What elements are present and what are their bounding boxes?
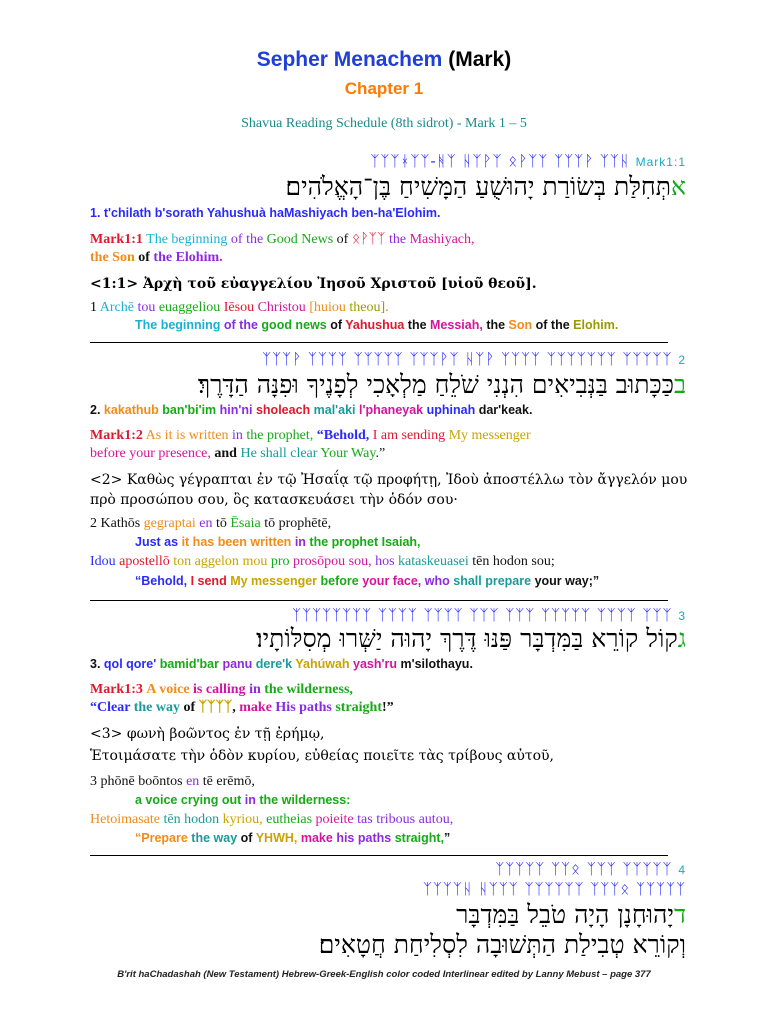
greek-text: <2> Καθὼς γέγραπται ἐν τῷ Ἠσαΐᾳ τῷ προφήτῃ, Ἰδοὺ ἀποστέλλω τὸν ἄγγελόν μου [90, 472, 688, 488]
hebrew-text: תְּחִלַּת בְּשׂוֹרַת יָהוּשֻׁעַ הַמָּשִׁיחַ בֶּן־הָאֱלֹהִים׃ [285, 172, 671, 201]
w: sou, [348, 554, 372, 569]
w: euaggeliou [158, 300, 221, 315]
w: of [138, 250, 150, 265]
verse-num: 3 [678, 609, 686, 623]
verse1-hebrew [286, 172, 687, 202]
w: kakathub [103, 403, 159, 417]
verse-letter: ב [673, 370, 686, 399]
greek-ref: <1:1> [90, 276, 139, 292]
w: As it is written [145, 428, 229, 443]
w: in [244, 793, 256, 807]
verse3-paleo-hebrew [292, 606, 686, 624]
w: Elohim. [573, 318, 619, 332]
w: your face, [362, 574, 422, 588]
verse1-transliteration [90, 206, 440, 220]
w: 3. [90, 657, 101, 671]
w: mou [242, 554, 268, 569]
hebrew-text: קוֹל קוֹרֵא בַּמִּדְבָּר פַּנּוּ דֶּרֶךְ יָהוּה יַשְּׁרוּ מְסִלּוֹתָיו׃ [256, 624, 678, 653]
hebrew-text: וְקוֹרֵא טְבִילַת הַתְּשׁוּבָה לִסְלִיחַת חֲטָאִים׃ [318, 930, 686, 959]
w: kyriou, [222, 812, 263, 827]
w: His [275, 700, 296, 715]
w: the Son [90, 250, 135, 265]
w: sou; [531, 554, 555, 569]
w: tēn [472, 554, 490, 569]
paleo-name: ᛉᛉᛉᛉ [198, 700, 233, 715]
w: Idou [90, 554, 116, 569]
w: ban'bi'im [162, 403, 217, 417]
paleo-text: ᛉᛉᛉᛉᛉᛉᛉᛉ ᛉᛉᛉᛉ ᛉᛉᛉᛉ ᛉᛉᛉ ᛉᛉᛉ ᛉᛉᛉᛉᛉ ᛉᛉᛉᛉ ᛉᛉᛉ [292, 606, 673, 624]
greek-text: Ἀρχὴ τοῦ εὐαγγελίου Ἰησοῦ Χριστοῦ [υἱοῦ θεοῦ]. [143, 276, 537, 292]
w: kataskeuasei [398, 554, 469, 569]
book-title [0, 48, 768, 72]
hebrew-text: יָהוּחָנָן הָיָה טֹבֵל בַּמִּדְבָּר [456, 900, 674, 929]
w: the [407, 318, 427, 332]
greek-text: Ἑτοιμάσατε τὴν ὁδὸν κυρίου, εὐθείας ποιεῖτε τὰς τρίβους αὐτοῦ, [90, 748, 554, 764]
w: YHWH, [255, 831, 298, 845]
verse2-greek-line2 [90, 492, 458, 508]
w: before [320, 574, 359, 588]
w: ton [173, 554, 192, 569]
w: panu [222, 657, 253, 671]
verse1-greek [90, 276, 537, 292]
verse-num: 2 [678, 353, 686, 367]
w: My messenger [230, 574, 318, 588]
verse3-english [90, 682, 353, 698]
book-title-main: Sepher Menachem [256, 48, 443, 71]
verse4-hebrew [456, 900, 686, 930]
w: paths [357, 831, 392, 845]
w: before your presence, [90, 446, 211, 461]
verse3-transliteration [90, 657, 473, 671]
paleo-name: ᛟᚹᛉᛉ [351, 232, 386, 247]
w: Yahushua [345, 318, 405, 332]
divider [90, 600, 668, 601]
verse1-english [90, 232, 475, 248]
verse3-greek [90, 726, 324, 742]
ref: Mark1:2 [90, 428, 143, 443]
w: l'phaneyak [359, 403, 424, 417]
w: en [199, 516, 213, 531]
verse3-greek-literal [135, 793, 350, 807]
w: pro [270, 554, 290, 569]
w: prosōpou [293, 554, 346, 569]
verse2-english-line2 [90, 446, 385, 462]
divider [90, 855, 668, 856]
w: I am sending [372, 428, 446, 443]
w: shall prepare [453, 574, 532, 588]
w: sholeach [255, 403, 311, 417]
w: aggelon [194, 554, 239, 569]
hebrew-text: כַּכָּתוּב בַּנְּבִיאִים הִנְנִי שֹׁלֵחַ מַלְאָכִי לְפָנֶיךָ וּפִנָּה הַדָּרֶךְ׃ [197, 370, 674, 399]
w: The beginning [135, 318, 221, 332]
verse2-hebrew [198, 370, 686, 400]
w: and [214, 446, 237, 461]
w: Son [508, 318, 533, 332]
verse3-english-line2 [90, 700, 394, 716]
w: the [388, 232, 407, 247]
w: in [249, 682, 261, 697]
w: hin'ni [219, 403, 253, 417]
w: a voice [135, 793, 178, 807]
w: 2 [90, 516, 97, 531]
w: dere'k [255, 657, 293, 671]
verse-ref: Mark1:1 [635, 155, 686, 169]
w: is calling [193, 682, 246, 697]
divider [90, 342, 668, 343]
w: tō [215, 516, 227, 531]
w: m'silothayu. [400, 657, 473, 671]
w: “Clear [90, 700, 131, 715]
reading-schedule: Shavua Reading Schedule (8th sidrot) - Mark 1 – 5 [241, 116, 527, 131]
w: qore' [126, 657, 157, 671]
w: tō [264, 516, 276, 531]
verse2-english [90, 428, 531, 444]
w: theou]. [349, 300, 389, 315]
verse3-greek-translit [90, 774, 255, 790]
w: it has been written [181, 535, 292, 549]
w: Just as [135, 535, 179, 549]
verse3-hebrew [256, 624, 686, 654]
w: Yahúwah [295, 657, 350, 671]
w: the prophet Isaiah, [309, 535, 421, 549]
w: en [186, 774, 200, 789]
w: .” [375, 446, 386, 461]
w: crying out [180, 793, 242, 807]
verse4-paleo-hebrew [495, 860, 686, 878]
paleo-text: ᛉᛉᛉᚼᛉᛉ-ᚻᛉ ᚺᛉᚹᛉ ᛟᚹᛉᛉ ᛉᛉᛉᚹ ᛉᛉᚺ [370, 152, 630, 170]
w: A voice [146, 682, 190, 697]
w: He shall clear [240, 446, 318, 461]
verse-num: 4 [678, 863, 686, 877]
w: the Elohim. [153, 250, 223, 265]
w: “Behold, [316, 428, 370, 443]
w: autou, [418, 812, 454, 827]
w: the [486, 318, 506, 332]
page-footer: B'rit haChadashah (New Testament) Hebrew-Greek-English color coded Interlinear edited by Lanny Mebust – page 377 [117, 969, 651, 980]
w: make [239, 700, 272, 715]
w: hodon [492, 554, 528, 569]
translit-text: 1. t'chilath b'sorath Yahushuà haMashiyach ben-ha'Elohim. [90, 206, 441, 220]
book-title-paren: (Mark) [448, 48, 512, 71]
w: of [240, 831, 253, 845]
verse1-paleo-hebrew [370, 152, 686, 170]
w: of [330, 318, 342, 332]
w: “Prepare [135, 831, 188, 845]
w: of [183, 700, 196, 715]
w: uphinah [426, 403, 476, 417]
w: apostellō [119, 554, 170, 569]
verse2-greek-literal-line2 [135, 574, 599, 588]
w: paths [299, 700, 332, 715]
w: make [300, 831, 333, 845]
w: , [232, 700, 236, 715]
w: the wilderness, [264, 682, 353, 697]
w: boōntos [138, 774, 183, 789]
w: Ēsaia [230, 516, 261, 531]
verse-letter: ד [673, 900, 686, 929]
verse2-transliteration [90, 403, 532, 417]
verse3-greek-translit-line2 [90, 812, 453, 828]
num: 1 [90, 300, 97, 315]
w: your way;” [534, 574, 600, 588]
w: Hetoimasate [90, 812, 160, 827]
w: tribous [376, 812, 416, 827]
verse1-greek-literal [135, 318, 618, 332]
w: of the [230, 232, 264, 247]
w: in [294, 535, 306, 549]
w: the way [133, 700, 180, 715]
w: 3 [90, 774, 97, 789]
w: hos [375, 554, 395, 569]
verse1-english-line2 [90, 250, 223, 266]
verse-letter: ג [677, 624, 686, 653]
w: phōnē [100, 774, 135, 789]
w: tēn [163, 812, 181, 827]
paleo-text: ᛉᛉᛉᚹ ᛉᛉᛉᛉ ᛉᛉᛉᛉᛉ ᛉᛉᛉᚹᛉ ᚺᛉᚹ ᛉᛉᛉᛉ ᛉᛉᛉᛉᛉᛉᛉ ᛉᛉᛉᛉᛉ [262, 350, 673, 368]
w: dar'keak. [478, 403, 533, 417]
chapter-heading: Chapter 1 [344, 79, 424, 98]
w: yash'ru [353, 657, 397, 671]
verse2-paleo-hebrew [262, 350, 686, 368]
w: Mashiyach, [409, 232, 475, 247]
w: tou [137, 300, 156, 315]
w: of the [223, 318, 258, 332]
w: who [424, 574, 450, 588]
paleo-text: ᛉᛉᛉᛉᚺ ᚺᛉᛉᛉ ᛉᛉᛉᛉᛉᛉ ᛉᛉᛉᛟ ᛉᛉᛉᛉᛉ [422, 880, 686, 898]
w: tas [357, 812, 373, 827]
w: mal'aki [313, 403, 356, 417]
w: qol [103, 657, 123, 671]
w: tē [202, 774, 213, 789]
w: “Behold, [135, 574, 188, 588]
verse3-greek-line2 [90, 748, 554, 764]
w: his [336, 831, 355, 845]
greek-text: πρὸ προσώπου σου, ὃς κατασκευάσει τὴν ὁδόν σου· [90, 492, 458, 508]
w: eutheias [266, 812, 313, 827]
w: of [336, 232, 349, 247]
verse4-hebrew-line2 [319, 930, 686, 960]
w: Iēsou [223, 300, 255, 315]
w: hodon [184, 812, 220, 827]
paleo-text: ᛉᛉᛉᛉᛉ ᛉᛉᛟ ᛉᛉᛉ ᛉᛉᛉᛉᛉ [495, 860, 673, 878]
verse2-greek-literal [135, 535, 421, 549]
w: Christou [257, 300, 306, 315]
w: The beginning [146, 232, 228, 247]
w: !” [382, 700, 394, 715]
w: Messiah, [430, 318, 483, 332]
w: the wilderness: [259, 793, 351, 807]
greek-text: <3> φωνὴ βοῶντος ἐν τῇ ἐρήμῳ, [90, 726, 325, 742]
w: Your Way [320, 446, 376, 461]
verse-letter: א [670, 172, 686, 201]
verse2-greek [90, 472, 687, 488]
w: the prophet, [246, 428, 314, 443]
verse2-greek-translit [90, 516, 331, 532]
w: [huiou [309, 300, 346, 315]
verse3-greek-literal-line2 [135, 831, 450, 845]
w: straight [335, 700, 383, 715]
w: Archē [99, 300, 134, 315]
w: the way [191, 831, 238, 845]
verse4-paleo-hebrew-line2 [423, 880, 686, 898]
w: straight, [394, 831, 445, 845]
w: My messenger [448, 428, 531, 443]
w: Kathōs [100, 516, 141, 531]
w: gegraptai [143, 516, 196, 531]
w: erēmō, [216, 774, 255, 789]
ref: Mark1:1 [90, 232, 143, 247]
verse1-greek-translit [90, 300, 389, 316]
verse2-greek-translit-line2 [90, 554, 555, 570]
w: of the [535, 318, 570, 332]
w: good news [261, 318, 327, 332]
w: poieite [315, 812, 354, 827]
w: Good News [266, 232, 334, 247]
w: prophētē, [278, 516, 332, 531]
w: 2. [90, 403, 101, 417]
w: I send [190, 574, 227, 588]
w: ” [444, 831, 451, 845]
ref: Mark1:3 [90, 682, 143, 697]
w: in [231, 428, 243, 443]
w: bamid'bar [159, 657, 219, 671]
